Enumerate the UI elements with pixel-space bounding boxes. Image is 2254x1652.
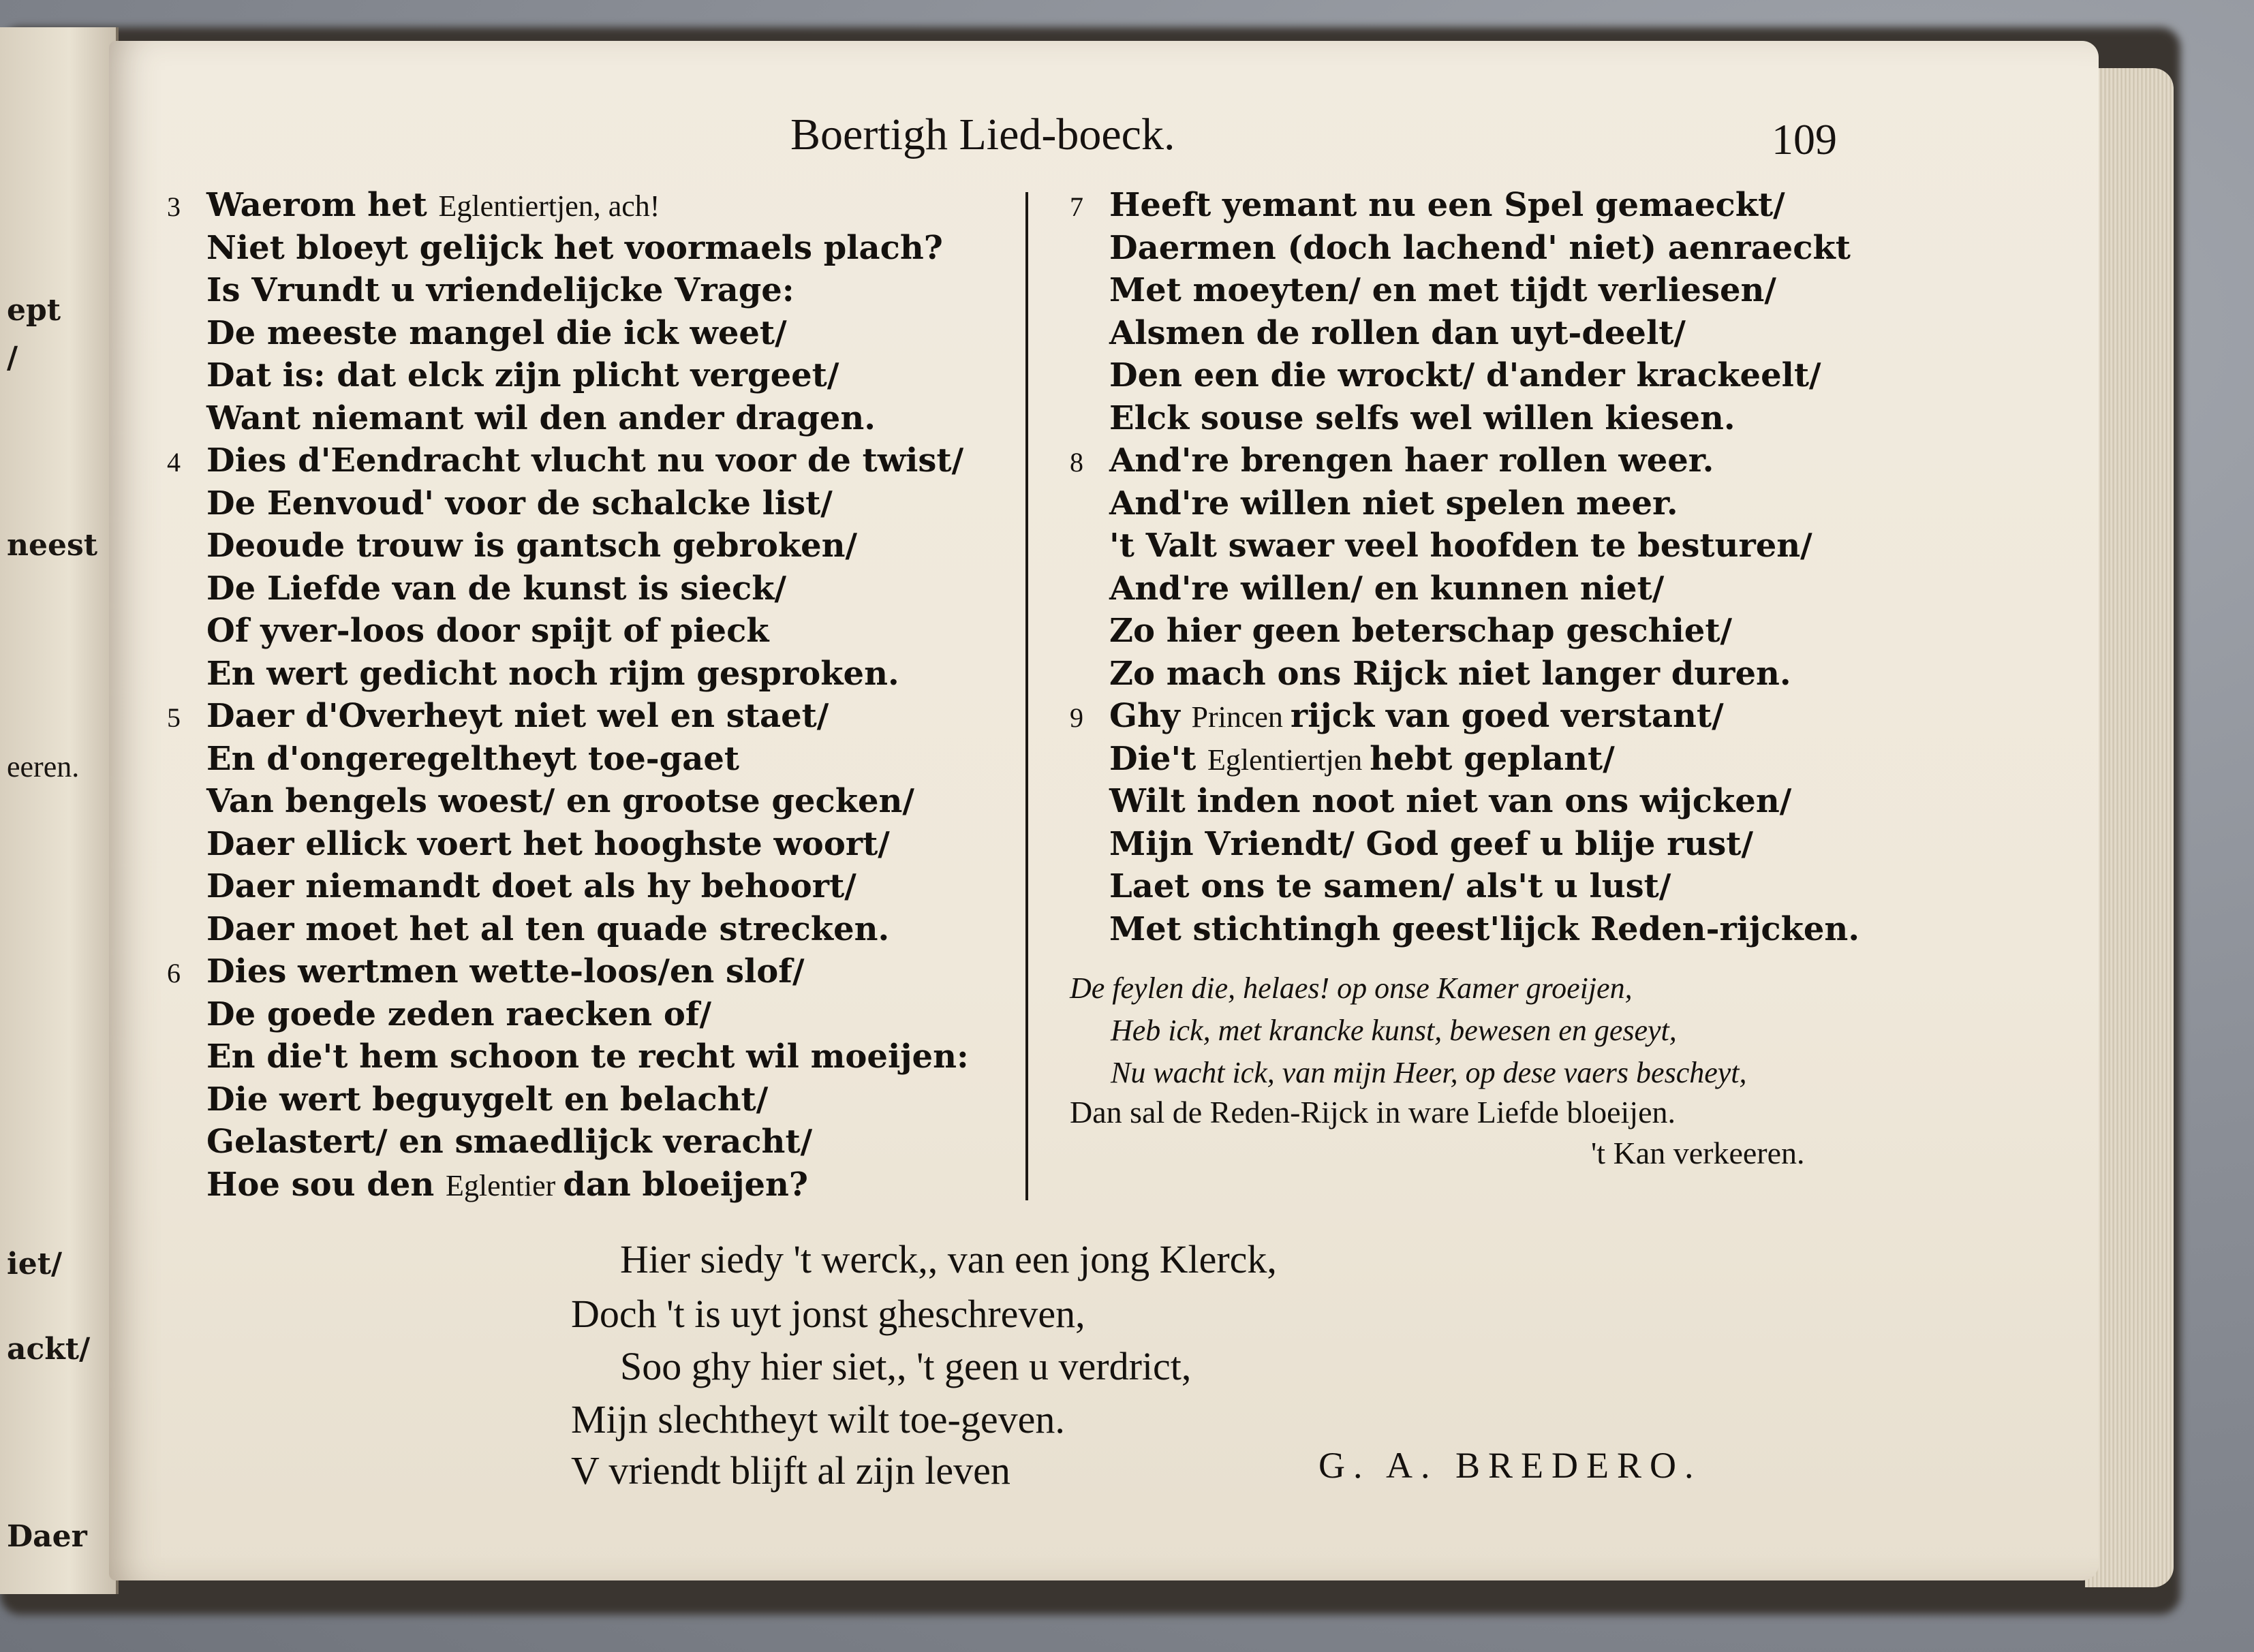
verse-line: [1070, 780, 1859, 823]
blackletter-text: Gelastert/ en smaedlijck veracht/: [206, 1123, 813, 1161]
verse-line: [167, 312, 969, 355]
blackletter-text: Heeft yemant nu een Spel gemaeckt/: [1109, 186, 1785, 224]
blackletter-text: Elck souse selfs wel willen kiesen.: [1109, 399, 1735, 437]
verse-line: [167, 738, 969, 781]
verse-line: [1070, 695, 1859, 738]
blackletter-text: De meeste mangel die ick weet/: [206, 313, 787, 352]
verse-line: [1070, 908, 1859, 951]
blackletter-text: Ghy: [1109, 697, 1192, 735]
right-verse-column: [1070, 184, 1859, 950]
blackletter-text: Dies d'Eendracht vlucht nu voor de twist/: [206, 441, 964, 480]
blackletter-text: Niet bloeyt gelijck het voormaels plach?: [206, 228, 943, 267]
closing-line: Soo ghy hier siet,, 't geen u verdrict,: [620, 1344, 1192, 1388]
margin-fragment: Daer: [7, 1519, 87, 1554]
blackletter-text: And're willen niet spelen meer.: [1109, 484, 1678, 523]
blackletter-text: De goede zeden raecken of/: [206, 995, 712, 1033]
blackletter-text: Daer ellick voert het hooghste woort/: [206, 824, 890, 863]
blackletter-text: dan bloeijen?: [563, 1165, 809, 1204]
verse-line: [167, 780, 969, 823]
verse-line: [167, 482, 969, 525]
verse-line: [167, 653, 969, 696]
stanza-number: 5: [167, 702, 181, 733]
left-verse-column: [167, 184, 969, 1206]
stanza-number: 3: [167, 191, 181, 222]
blackletter-text: Hoe sou den: [206, 1165, 446, 1204]
verse-line: [167, 525, 969, 567]
verse-line: [1070, 653, 1859, 696]
verse-line: [167, 1121, 969, 1164]
blackletter-text: 't Valt swaer veel hoofden te besturen/: [1109, 527, 1812, 565]
stanza-number: 8: [1070, 447, 1083, 478]
blackletter-text: Dat is: dat elck zijn plicht vergeet/: [206, 356, 839, 394]
page-number: 109: [1772, 115, 1837, 163]
verse-line: [1070, 397, 1859, 440]
blackletter-text: Deoude trouw is gantsch gebroken/: [206, 527, 858, 565]
verse-line: [167, 1164, 969, 1206]
verse-line: [1070, 312, 1859, 355]
verse-line: [167, 950, 969, 993]
blackletter-text: De Eenvoud' voor de schalcke list/: [206, 484, 833, 523]
blackletter-text: Daermen (doch lachend' niet) aenraeckt: [1109, 228, 1851, 267]
blackletter-text: Zo mach ons Rijck niet langer duren.: [1109, 654, 1791, 693]
verse-line: [167, 610, 969, 653]
blackletter-text: Of yver-loos door spijt of pieck: [206, 612, 769, 650]
verse-line: [167, 823, 969, 866]
blackletter-text: Dies wertmen wette-loos/en slof/: [206, 952, 805, 991]
roman-word: Eglentiertjen, ach!: [438, 189, 660, 223]
author-signature: G. A. BREDERO.: [1318, 1445, 1702, 1486]
blackletter-text: And're willen/ en kunnen niet/: [1109, 569, 1665, 608]
epilogue-italic: [1070, 967, 1747, 1094]
margin-fragment: eeren.: [7, 750, 80, 783]
blackletter-text: Is Vrundt u vriendelijcke Vrage:: [206, 271, 794, 309]
blackletter-text: De Liefde van de kunst is sieck/: [206, 569, 787, 608]
stanza-number: 4: [167, 447, 181, 478]
verse-line: [167, 397, 969, 440]
closing-line: Doch 't is uyt jonst gheschreven,: [571, 1292, 1085, 1336]
left-page-fragment: [0, 27, 119, 1594]
blackletter-text: Mijn Vriendt/ God geef u blije rust/: [1109, 824, 1753, 863]
stanza-number: 6: [167, 958, 181, 988]
margin-fragment: /: [7, 341, 18, 375]
margin-fragment: ept: [7, 293, 61, 328]
blackletter-text: Zo hier geen beterschap geschiet/: [1109, 612, 1733, 650]
closing-line: Mijn slechtheyt wilt toe-geven.: [571, 1397, 1065, 1441]
blackletter-text: Daer d'Overheyt niet wel en staet/: [206, 697, 829, 735]
blackletter-text: rijck van goed verstant/: [1290, 697, 1724, 735]
closing-line: V vriendt blijft al zijn leven: [571, 1448, 1010, 1493]
blackletter-text: Die't: [1109, 739, 1207, 778]
roman-word: Princen: [1191, 700, 1291, 734]
stanza-number: 9: [1070, 702, 1083, 733]
closing-line: Hier siedy 't werck,, van een jong Klerck,: [620, 1237, 1277, 1281]
blackletter-text: En d'ongeregeltheyt toe-gaet: [206, 739, 740, 778]
verse-line: [167, 439, 969, 482]
margin-fragment: iet/: [7, 1247, 63, 1281]
blackletter-text: En die't hem schoon te recht wil moeijen:: [206, 1038, 969, 1076]
epilogue-roman-line: Dan sal de Reden-Rijck in ware Liefde bloeijen.: [1070, 1095, 1676, 1129]
verse-line: [167, 184, 969, 227]
verse-line: [167, 567, 969, 610]
motto: 't Kan verkeeren.: [1591, 1136, 1805, 1170]
verse-line: [167, 227, 969, 270]
verse-line: [167, 695, 969, 738]
epilogue-line: Nu wacht ick, van mijn Heer, op dese vaers bescheyt,: [1111, 1056, 1747, 1089]
blackletter-text: Met stichtingh geest'lijck Reden-rijcken.: [1109, 909, 1860, 948]
blackletter-text: hebt geplant/: [1370, 739, 1615, 778]
blackletter-text: Den een die wrockt/ d'ander krackeelt/: [1109, 356, 1821, 394]
verse-line: [1070, 823, 1859, 866]
blackletter-text: And're brengen haer rollen weer.: [1109, 441, 1714, 480]
verse-line: [1070, 439, 1859, 482]
verse-line: [167, 908, 969, 951]
verse-line: [167, 354, 969, 397]
verse-line: [1070, 184, 1859, 227]
verse-line: [1070, 865, 1859, 908]
blackletter-text: Waerom het: [206, 186, 439, 224]
blackletter-text: Wilt inden noot niet van ons wijcken/: [1109, 782, 1792, 820]
verse-line: [1070, 610, 1859, 653]
column-divider: [1025, 192, 1028, 1200]
roman-word: Eglentiertjen: [1207, 743, 1370, 777]
verse-line: [1070, 525, 1859, 567]
blackletter-text: En wert gedicht noch rijm gesproken.: [206, 654, 899, 693]
verse-line: [1070, 738, 1859, 781]
margin-fragment: ackt/: [7, 1332, 91, 1367]
roman-word: Eglentier: [445, 1168, 564, 1202]
blackletter-text: Die wert beguygelt en belacht/: [206, 1080, 769, 1119]
epilogue-line: De feylen die, helaes! op onse Kamer groeijen,: [1070, 971, 1633, 1005]
stanza-number: 7: [1070, 191, 1083, 222]
epilogue-line: Heb ick, met krancke kunst, bewesen en geseyt,: [1111, 1014, 1677, 1047]
blackletter-text: Alsmen de rollen dan uyt-deelt/: [1109, 313, 1686, 352]
verse-line: [1070, 482, 1859, 525]
verse-line: [167, 993, 969, 1036]
blackletter-text: Met moeyten/ en met tijdt verliesen/: [1109, 271, 1776, 309]
blackletter-text: Want niemant wil den ander dragen.: [206, 399, 876, 437]
blackletter-text: Daer niemandt doet als hy behoort/: [206, 867, 856, 905]
verse-line: [167, 865, 969, 908]
verse-line: [167, 1035, 969, 1078]
verse-line: [167, 1078, 969, 1121]
verse-line: [1070, 567, 1859, 610]
blackletter-text: Daer moet het al ten quade strecken.: [206, 909, 890, 948]
running-title: Boertigh Lied-boeck.: [790, 110, 1175, 159]
verse-line: [1070, 227, 1859, 270]
verse-line: [1070, 269, 1859, 312]
margin-fragment: neest: [7, 528, 98, 563]
verse-line: [1070, 354, 1859, 397]
blackletter-text: Laet ons te samen/ als't u lust/: [1109, 867, 1671, 905]
verse-line: [167, 269, 969, 312]
blackletter-text: Van bengels woest/ en grootse gecken/: [206, 782, 914, 820]
